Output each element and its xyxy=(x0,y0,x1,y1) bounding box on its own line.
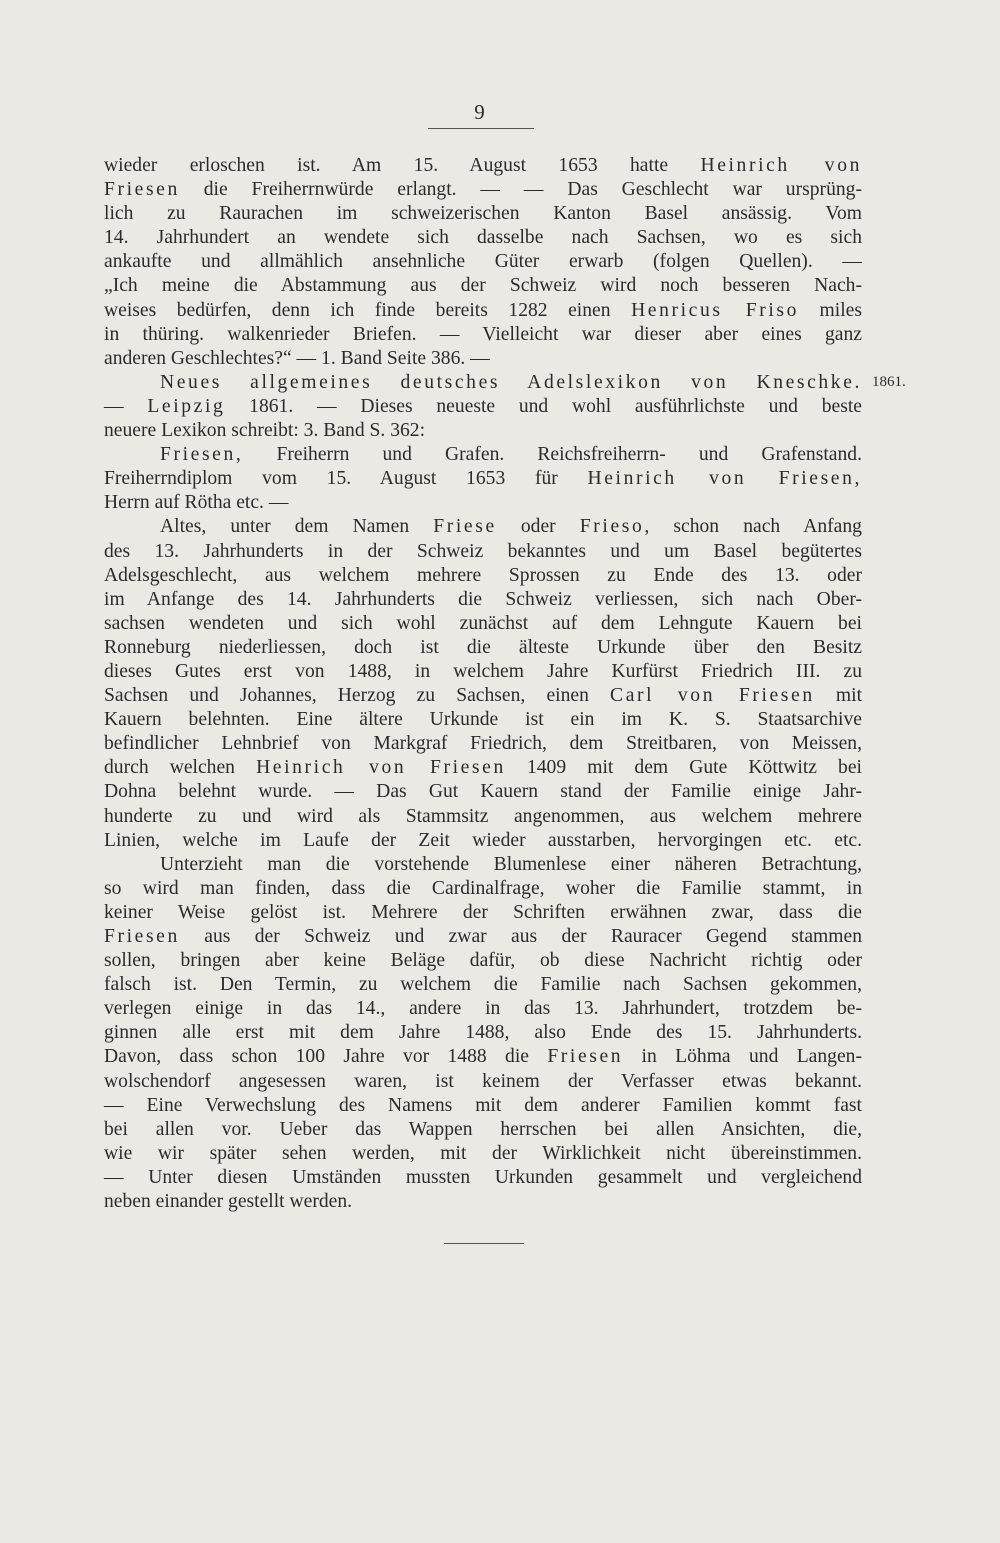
text-run: in Löhma und Langen- xyxy=(623,1046,862,1068)
text-line xyxy=(104,636,862,660)
text-run: Kauern belehnten. Eine ältere Urkunde ist ein im K. S. Staatsarchive xyxy=(104,709,862,731)
text-line xyxy=(104,1094,862,1118)
text-run: — xyxy=(104,395,148,417)
text-line xyxy=(104,973,862,997)
header-rule xyxy=(428,128,534,129)
text-line xyxy=(104,274,862,298)
text-run: keiner Weise gelöst ist. Mehrere der Schriften erwähnen zwar, dass die xyxy=(104,901,862,923)
text-run: Freiherrn und Grafen. Reichsfreiherrn- und Grafenstand. xyxy=(243,444,862,466)
text-line xyxy=(104,756,862,780)
text-run: durch welchen xyxy=(104,757,257,779)
text-line xyxy=(104,1021,862,1045)
text-run: so wird man finden, dass die Cardinalfrage, woher die Familie stammt, in xyxy=(104,877,862,899)
text-run: 14. Jahrhundert an wendete sich dasselbe nach Sachsen, wo es sich xyxy=(104,227,862,249)
margin-note: 1861. xyxy=(872,374,906,390)
text-run: Adelsgeschlecht, aus welchem mehrere Sprossen zu Ende des 13. oder xyxy=(104,564,862,586)
text-run: — Unter diesen Umständen mussten Urkunden gesammelt und vergleichend xyxy=(104,1166,862,1188)
text-line xyxy=(104,564,862,588)
text-run: Davon, dass schon 100 Jahre vor 1488 die xyxy=(104,1046,548,1068)
text-run: mit xyxy=(814,685,863,707)
text-run: befindlicher Lehnbrief von Markgraf Friedrich, dem Streitbaren, von Meissen, xyxy=(104,733,862,755)
text-line xyxy=(104,323,862,347)
text-run: verlegen einige in das 14., andere in das 13. Jahrhundert, trotzdem be- xyxy=(104,998,862,1020)
text-line xyxy=(104,877,862,901)
text-run: im Anfange des 14. Jahrhunderts die Schweiz verliessen, sich nach Ober- xyxy=(104,588,862,610)
text-line xyxy=(104,901,862,925)
text-line xyxy=(104,829,862,853)
text-run: neben einander gestellt werden. xyxy=(104,1191,353,1213)
text-line xyxy=(104,925,862,949)
spaced-name: Neues allgemeines deutsches Adelslexikon von Kneschke. xyxy=(160,371,862,393)
text-run: 1409 mit dem Gute Köttwitz bei xyxy=(505,757,862,779)
spaced-name: Friesen xyxy=(104,179,180,201)
text-line xyxy=(104,491,862,515)
text-line xyxy=(104,419,862,443)
spaced-name: Friese xyxy=(433,516,497,538)
spaced-name: Friesen xyxy=(104,926,180,947)
text-line xyxy=(104,371,862,395)
spaced-name: Carl von Friesen xyxy=(610,685,815,707)
text-run: in thüring. walkenrieder Briefen. — Vielleicht war dieser aber eines ganz xyxy=(104,323,862,345)
text-run: miles xyxy=(799,299,862,321)
text-line xyxy=(104,250,862,274)
text-line xyxy=(104,1045,862,1069)
text-line xyxy=(104,202,862,226)
text-run: ankaufte und allmählich ansehnliche Güter erwarb (folgen Quellen). — xyxy=(104,251,862,273)
spaced-name: Friesen xyxy=(547,1046,624,1068)
footer-rule xyxy=(444,1243,524,1244)
text-run: anderen Geschlechtes?“ — 1. Band Seite 386. — xyxy=(104,347,490,369)
text-run: lich zu Raurachen im schweizerischen Kanton Basel ansässig. Vom xyxy=(104,203,862,225)
page-number: 9 xyxy=(474,100,486,124)
text-line xyxy=(104,949,862,973)
text-run: Dohna belehnt wurde. — Das Gut Kauern stand der Familie einige Jahr- xyxy=(104,781,862,803)
text-line xyxy=(104,515,862,539)
text-run: Linien, welche im Laufe der Zeit wieder ausstarben, hervorgingen etc. etc. xyxy=(104,829,862,851)
text-run: aus der Schweiz und zwar aus der Rauracer Gegend stammen xyxy=(179,926,862,947)
text-run: wolschendorf angesessen waren, ist keinem der Verfasser etwas bekannt. xyxy=(104,1070,862,1092)
text-line xyxy=(104,1142,862,1166)
text-line xyxy=(104,226,862,250)
spaced-name: Heinrich von Friesen xyxy=(256,757,506,779)
text-run: — Eine Verwechslung des Namens mit dem anderer Familien kommt fast xyxy=(104,1094,862,1116)
text-run: 1861. — Dieses neueste und wohl ausführlichste und beste xyxy=(225,395,862,417)
text-line xyxy=(104,732,862,756)
spaced-name: Heinrich von Friesen, xyxy=(587,468,862,490)
text-run: Sachsen und Johannes, Herzog zu Sachsen, einen xyxy=(104,685,611,707)
spaced-name: Henricus Friso xyxy=(631,299,800,321)
text-run: , schon nach Anfang xyxy=(644,516,862,538)
text-run: wie wir später sehen werden, mit der Wirklichkeit nicht übereinstimmen. xyxy=(104,1142,862,1164)
spaced-name: Friesen, xyxy=(160,444,244,466)
text-line xyxy=(104,1166,862,1190)
text-line xyxy=(104,154,862,178)
text-line xyxy=(104,780,862,804)
text-run: hunderte zu und wird als Stammsitz angenommen, aus welchem mehrere xyxy=(104,805,862,827)
text-run: wieder erloschen ist. Am 15. August 1653 hatte xyxy=(104,155,701,176)
text-run: oder xyxy=(496,516,580,538)
text-line xyxy=(104,299,862,323)
text-line xyxy=(104,395,862,419)
text-line xyxy=(104,997,862,1021)
spaced-name: Heinrich von xyxy=(700,155,862,176)
text-run: weises bedürfen, denn ich finde bereits 1282 einen xyxy=(104,299,632,321)
text-run: Altes, unter dem Namen xyxy=(160,516,434,538)
text-line xyxy=(104,540,862,564)
text-run: Freiherrndiplom vom 15. August 1653 für xyxy=(104,468,588,490)
text-line xyxy=(104,467,862,491)
text-run: neuere Lexikon schreibt: 3. Band S. 362: xyxy=(104,420,426,442)
text-run: Ronneburg niederliessen, doch ist die älteste Urkunde über den Besitz xyxy=(104,636,862,658)
text-run: „Ich meine die Abstammung aus der Schweiz wird noch besseren Nach- xyxy=(104,275,862,297)
text-line xyxy=(104,1070,862,1094)
text-run: dieses Gutes erst von 1488, in welchem Jahre Kurfürst Friedrich III. zu xyxy=(104,660,862,682)
text-line xyxy=(104,684,862,708)
text-line xyxy=(104,612,862,636)
spaced-name: Leipzig xyxy=(147,395,226,417)
text-line xyxy=(104,588,862,612)
text-line xyxy=(104,1118,862,1142)
text-line xyxy=(104,805,862,829)
text-line xyxy=(104,708,862,732)
text-run: die Freiherrnwürde erlangt. — — Das Geschlecht war ursprüng- xyxy=(179,179,862,201)
text-run: sachsen wendeten und sich wohl zunächst auf dem Lehngute Kauern bei xyxy=(104,612,862,634)
text-run: Unterzieht man die vorstehende Blumenlese einer näheren Betrachtung, xyxy=(160,853,862,875)
text-line xyxy=(104,178,862,202)
text-line xyxy=(104,443,862,467)
text-line xyxy=(104,347,862,371)
text-line xyxy=(104,853,862,877)
text-run: sollen, bringen aber keine Beläge dafür, ob diese Nachricht richtig oder xyxy=(104,950,862,972)
text-run: bei allen vor. Ueber das Wappen herrschen bei allen Ansichten, die, xyxy=(104,1118,862,1140)
text-line xyxy=(104,660,862,684)
text-run: des 13. Jahrhunderts in der Schweiz bekanntes und um Basel begütertes xyxy=(104,540,862,562)
text-line xyxy=(104,1190,862,1214)
body-text xyxy=(104,154,862,1214)
text-run: ginnen alle erst mit dem Jahre 1488, also Ende des 15. Jahrhunderts. xyxy=(104,1022,862,1044)
text-run: Herrn auf Rötha etc. — xyxy=(104,492,289,514)
spaced-name: Frieso xyxy=(579,516,645,538)
text-run: falsch ist. Den Termin, zu welchem die Familie nach Sachsen gekommen, xyxy=(104,974,862,996)
